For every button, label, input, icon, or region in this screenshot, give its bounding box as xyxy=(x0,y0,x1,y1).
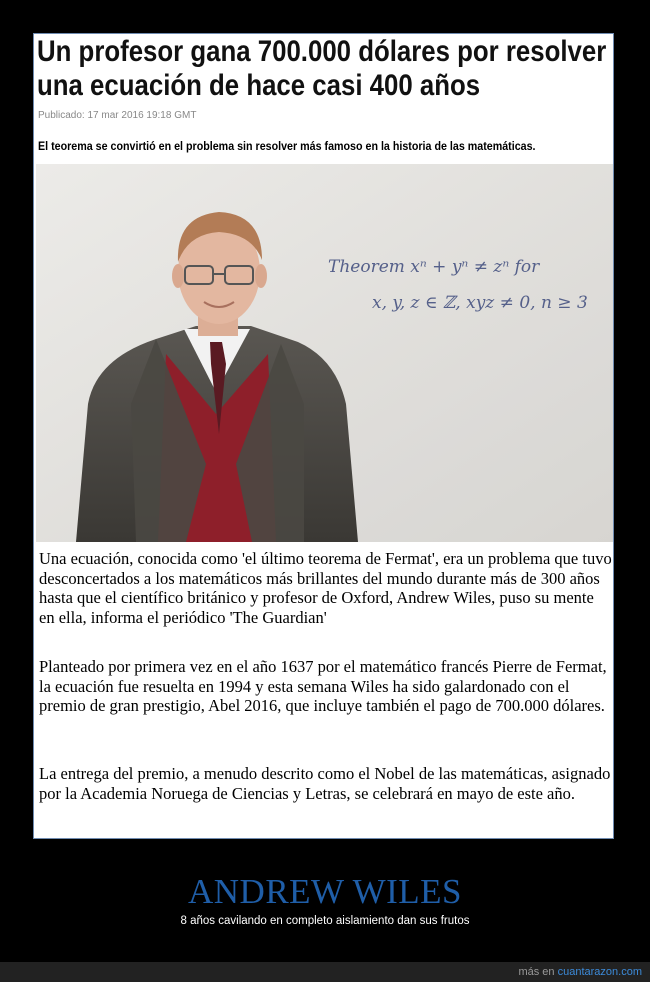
whiteboard-text-1: Theorem xⁿ + yⁿ ≠ zⁿ for xyxy=(328,257,540,277)
article-lede: El teorema se convirtió en el problema sin resolver más famoso en la historia de las matemáticas. xyxy=(38,141,536,153)
article-frame xyxy=(33,33,614,839)
wiles-photo-illustration xyxy=(36,164,614,542)
publish-date: Publicado: 17 mar 2016 19:18 GMT xyxy=(38,110,197,121)
footer-text xyxy=(518,966,642,978)
article-paragraph-3: La entrega del premio, a menudo descrito como el Nobel de las matemáticas, asignado por la Academia Noruega de Ciencias y Letras, se celebrará en mayo de este año. xyxy=(39,764,611,803)
footer-bar xyxy=(0,962,650,982)
caption-title: ANDREW WILES xyxy=(188,872,462,911)
article-paragraph-1: Una ecuación, conocida como 'el último teorema de Fermat', era un problema que tuvo desconcertados a los matemáticos más brillantes del mundo durante más de 300 años hasta que el científico británico y profesor de Oxford, Andrew Wiles, puso su mente en ella, informa el periódico 'The Guardian' xyxy=(39,549,612,627)
article-photo xyxy=(36,164,614,542)
footer-prefix: más en xyxy=(518,966,558,978)
whiteboard-text-2: x, y, z ∈ ℤ, xyz ≠ 0, n ≥ 3 xyxy=(372,293,588,313)
article-headline: Un profesor gana 700.000 dólares por resolver una ecuación de hace casi 400 años xyxy=(37,35,607,102)
site-link[interactable]: cuantarazon.com xyxy=(557,966,642,978)
article-paragraph-2: Planteado por primera vez en el año 1637 por el matemático francés Pierre de Fermat, la ecuación fue resuelta en 1994 y esta semana Wiles ha sido galardonado con el premio de gran prestigio, Abel 2016, que incluye también el pago de 700.000 dólares. xyxy=(39,657,607,715)
caption-subtitle: 8 años cavilando en completo aislamiento dan sus frutos xyxy=(180,915,470,927)
